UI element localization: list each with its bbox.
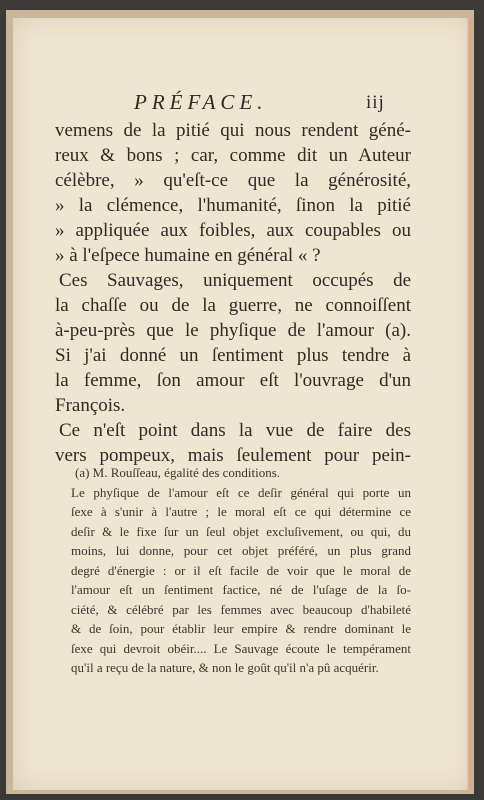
body-line: Ces Sauvages, uniquement occupés de bbox=[59, 270, 411, 291]
body-line: François. bbox=[55, 395, 126, 416]
footnotes bbox=[71, 463, 411, 678]
footnote-line: ſexe qui devroit obéir.... Le Sauvage écoute le tempérament bbox=[71, 640, 411, 656]
body-line: » à l'eſpece humaine en général « ? bbox=[55, 245, 321, 266]
body-line: vemens de la pitié qui nous rendent géné- bbox=[55, 120, 411, 141]
body-line: Si j'ai donné un ſentiment plus tendre à bbox=[55, 345, 411, 366]
footnote-line: Le phyſique de l'amour eſt ce deſir général qui porte un bbox=[71, 484, 411, 500]
footnote-line: deſir & le fixe ſur un ſeul objet excluſivement, ou qui, du bbox=[71, 523, 411, 539]
body-line: célèbre, » qu'eſt-ce que la générosité, bbox=[55, 170, 411, 191]
footnote-line: l'amour eſt un ſentiment factice, né de l'uſage de la ſo- bbox=[71, 582, 411, 597]
footnote-line: ciété, & célébré par les femmes avec beaucoup d'habileté bbox=[71, 601, 411, 617]
body-line: à-peu-près que le phyſique de l'amour (a). bbox=[55, 320, 411, 341]
page-header bbox=[13, 90, 471, 120]
footnote-line: qu'il a reçu de la nature, & non le goût qu'il n'a pû acquérir. bbox=[71, 660, 379, 675]
book-page bbox=[13, 18, 471, 790]
page-number: iij bbox=[366, 92, 385, 113]
body-line: » la clémence, l'humanité, ſinon la pitié bbox=[55, 195, 411, 216]
footnote-line: & de ſoin, pour établir leur empire & rendre dominant le bbox=[71, 621, 411, 636]
running-title: PRÉFACE. bbox=[134, 90, 268, 114]
footnote-line: moins, lui donne, pour cet objet préféré, un plus grand bbox=[71, 543, 411, 558]
body-line: vers pompeux, mais ſeulement pour pein- bbox=[55, 445, 411, 466]
footnote-line: ſexe à s'unir à l'autre ; le moral eſt ce qui détermine ce bbox=[71, 504, 411, 519]
body-line: reux & bons ; car, comme dit un Auteur bbox=[55, 145, 411, 166]
page-fore-edge bbox=[467, 18, 471, 790]
body-text bbox=[55, 118, 411, 468]
body-line: » appliquée aux foibles, aux coupables ou bbox=[55, 220, 411, 241]
body-line: Ce n'eſt point dans la vue de faire des bbox=[59, 420, 411, 441]
body-line: la chaſſe ou de la guerre, ne connoiſſent bbox=[55, 295, 411, 316]
body-line: la femme, ſon amour eſt l'ouvrage d'un bbox=[55, 370, 411, 391]
footnote-line: degré d'énergie : or il eſt facile de voir que le moral de bbox=[71, 562, 411, 578]
footnote-line: (a) M. Rouſſeau, égalité des conditions. bbox=[75, 465, 281, 480]
